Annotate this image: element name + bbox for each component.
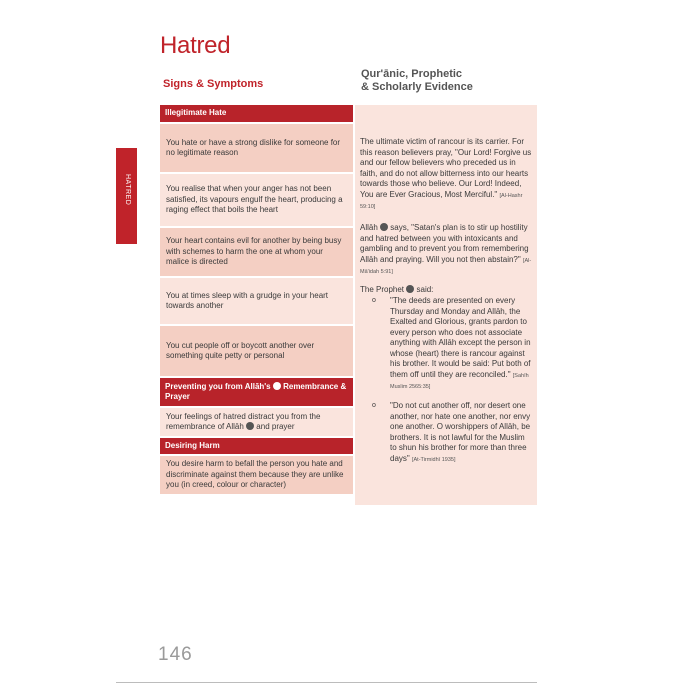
citation: [Al-Mā'idah 5:91] bbox=[360, 257, 532, 275]
symptom-row bbox=[160, 228, 353, 276]
side-tab-label: HATRED bbox=[124, 174, 131, 206]
symptom-text: You at times sleep with a grudge in your heart towards another bbox=[166, 290, 329, 310]
chapter-side-tab bbox=[116, 148, 137, 244]
section-heading-desiring-harm: Desiring Harm bbox=[160, 438, 353, 454]
honorific-seal-icon bbox=[380, 223, 388, 231]
hadith-text: "The deeds are presented on every Thursday and Monday and Allāh, the Exalted and Glorious, grants pardon to every person who does not associate anything with Allāh except the person in whose (heart) there is rancour against his brother. It would be said: Put both of them off until they are reconciled." bbox=[390, 296, 531, 379]
section-heading-preventing-remembrance bbox=[160, 378, 353, 406]
honorific-seal-icon bbox=[406, 285, 414, 293]
symptom-row bbox=[160, 278, 353, 324]
bullet-marker: o bbox=[372, 297, 376, 304]
signs-symptoms-heading: Signs & Symptoms bbox=[163, 78, 264, 90]
page-title: Hatred bbox=[160, 32, 231, 59]
section-heading-part2: Remembrance & Prayer bbox=[165, 382, 347, 401]
symptom-row bbox=[160, 456, 353, 494]
evidence-text: The ultimate victim of rancour is its carrier. For this reason believers pray, "Our Lord! Forgive us and our fellow believers who preceded us in faith, and do not allow bitterness into our hearts towards those who believe. Our Lord! Indeed, You are Ever Gracious, Most Merciful." bbox=[360, 137, 532, 199]
evidence-heading-line2: & Scholarly Evidence bbox=[361, 81, 473, 93]
section-heading-part1: Preventing you from Allāh's bbox=[165, 382, 271, 391]
evidence-lead: The Prophet bbox=[360, 285, 405, 294]
evidence-heading bbox=[361, 68, 521, 94]
citation: [Sahīh Muslim 2565:35] bbox=[390, 372, 529, 390]
citation: [At-Tirmidhī 1935] bbox=[411, 456, 456, 463]
symptom-text: You hate or have a strong dislike for someone for no legitimate reason bbox=[166, 137, 341, 157]
evidence-heading-line1: Qur'ānic, Prophetic bbox=[361, 68, 463, 80]
symptom-text: You desire harm to befall the person you hate and discriminate against them because they are unlike you (in creed, colour or character) bbox=[166, 459, 344, 490]
symptom-row bbox=[160, 408, 353, 436]
symptom-text-end: and prayer bbox=[256, 422, 295, 431]
evidence-paragraph bbox=[360, 285, 532, 296]
honorific-seal-icon bbox=[246, 422, 254, 430]
symptom-row bbox=[160, 174, 353, 226]
evidence-text: says, "Satan's plan is to stir up hostility and hatred between you with intoxicants and gambling and to prevent you from remembering Allāh and praying. Will you not then abstain?" bbox=[360, 223, 529, 264]
hadith-quote bbox=[390, 296, 532, 393]
honorific-seal-icon bbox=[273, 382, 281, 390]
symptom-text: Your feelings of hatred distract you from the remembrance of Allāh bbox=[166, 411, 321, 431]
evidence-paragraph bbox=[360, 137, 532, 213]
evidence-column bbox=[355, 105, 537, 505]
evidence-text: said: bbox=[416, 285, 434, 294]
signs-column bbox=[160, 105, 353, 494]
section-heading-illegitimate-hate: Illegitimate Hate bbox=[160, 105, 353, 122]
hadith-text: "Do not cut another off, nor desert one another, nor hate one another, nor envy one another. O worshippers of Allāh, be brothers. It is not lawful for the Muslim to shun his brother for more than three days" bbox=[390, 401, 531, 463]
page-number: 146 bbox=[158, 644, 193, 665]
symptom-text: You cut people off or boycott another over something quite petty or personal bbox=[166, 340, 315, 360]
evidence-paragraph bbox=[360, 223, 532, 278]
hadith-quote bbox=[390, 401, 532, 465]
symptom-row bbox=[160, 124, 353, 172]
evidence-lead: Allāh bbox=[360, 223, 378, 232]
symptom-row bbox=[160, 326, 353, 376]
symptom-text: You realise that when your anger has not been satisfied, its vapours engulf the heart, producing a raging effect that boils the heart bbox=[166, 184, 343, 215]
bullet-marker: o bbox=[372, 402, 376, 409]
citation: [Al-Hashr 59:10] bbox=[360, 192, 523, 210]
symptom-text: Your heart contains evil for another by being busy with schemes to harm the one at whom your malice is directed bbox=[166, 236, 342, 267]
